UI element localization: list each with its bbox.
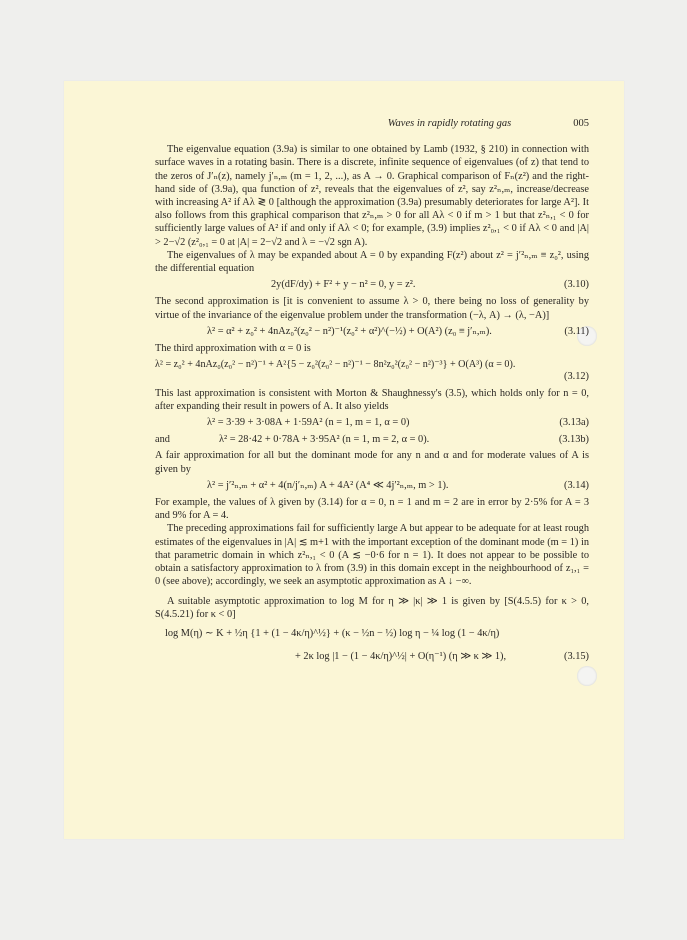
equation-line-2: + 2κ log |1 − (1 − 4κ/η)^½| + O(η⁻¹) (η ≫ κ ≫ 1), xyxy=(295,651,507,663)
equation-number: (3.11) xyxy=(564,325,589,337)
running-header xyxy=(155,117,589,130)
equation-expression: λ² = 3·39 + 3·08A + 1·59A² (n = 1, m = 1, α = 0) xyxy=(207,417,410,429)
paragraph-eigenvalue-equation: The eigenvalue equation (3.9a) is similar to one obtained by Lamb (1932, § 210) in connection with surface waves in a rotating basin. There is a discrete, infinite sequence of eigenvalues (of z) that tend to the zeros of J′ₙ(z), namely j′ₙ,ₘ (m = 1, 2, ...), as A → 0. Graphical comparison of Fₙ(z²) and the right-hand side of (3.9a), qua function of z², reveals that the eigenvalues of z², say z²ₙ,ₘ, increase/decrease with increasing A² if Aλ ≷ 0 [although the approximation (3.9a) presumably deteriorates for large A²]. It also follows from this graphical comparison that z²ₙ,ₘ > 0 for all Aλ < 0 if m > 1 but that z²ₙ,₁ < 0 for sufficiently large values of A² if and only if Aλ < 0; for example, (3.9) implies z²₀,₁ < 0 if Aλ < 0 and |A| > 2−√2 (z²₀,₁ = 0 at |A| = 2−√2 and λ = −√2 sgn A). xyxy=(155,144,589,248)
page-number: 005 xyxy=(573,118,589,129)
equation-3-11 xyxy=(155,325,589,338)
equation-expression: λ² = j′²ₙ,ₘ + α² + 4(n/j′ₙ,ₘ) A + 4A² (A⁴ ≪ 4j′²ₙ,ₘ, m > 1). xyxy=(207,479,449,491)
paragraph-example-error: For example, the values of λ given by (3.14) for α = 0, n = 1 and m = 2 are in error by 2·5% for A = 3 and 9% for A = 4. xyxy=(155,497,589,522)
equation-number: (3.12) xyxy=(564,371,589,383)
equation-3-14 xyxy=(155,479,589,492)
equation-number: (3.13a) xyxy=(559,417,589,429)
paragraph-expansion: The eigenvalues of λ may be expanded about A = 0 by expanding F(z²) about z² = j′²ₙ,ₘ ≡ z₀², using the differential equation xyxy=(155,249,589,275)
equation-number: (3.14) xyxy=(564,479,589,491)
equation-expression: λ² = α² + z₀² + 4nAz₀²(z₀² − n²)⁻¹(z₀² + α²)^(−½) + O(A²) (z₀ ≡ j′ₙ,ₘ). xyxy=(207,325,492,337)
page-content xyxy=(155,117,589,663)
equation-line-1: log M(η) ∼ K + ½η {1 + (1 − 4κ/η)^½} + (κ − ½n − ½) log η − ¼ log (1 − 4κ/η) xyxy=(165,627,500,639)
paragraph-consistency: This last approximation is consistent with Morton & Shaughnessy's (3.5), which holds only for n = 0, after expanding their result in powers of A. It also yields xyxy=(155,387,589,412)
equation-number: (3.10) xyxy=(564,279,589,291)
punch-hole-lower xyxy=(577,666,597,686)
equation-3-10 xyxy=(155,278,589,291)
paragraph-third-approximation: The third approximation with α = 0 is xyxy=(155,343,311,355)
equation-number: (3.13b) xyxy=(558,434,589,446)
paragraph-asymptotic: A suitable asymptotic approximation to log M for η ≫ |κ| ≫ 1 is given by [S(4.5.5) for κ > 0, S(4.5.21) for κ < 0] xyxy=(155,595,589,620)
paragraph-second-approximation: The second approximation is [it is convenient to assume λ > 0, there being no loss of generality by virtue of the invariance of the eigenvalue problem under the transformation (−λ, A) → (λ, −A)] xyxy=(155,296,589,321)
paragraph-approximations-fail: The preceding approximations fail for sufficiently large A but appear to be adequate for at least rough estimates of the eigenvalues in |A| ≲ m+1 with the important exception of the dominant mode (m = 1) in that parametric domain in which z²ₙ,₁ < 0 (A ≲ −0·6 for n = 1). It does not appear to be possible to obtain a satisfactory approximation to λ from (3.9) in this domain except in the neighbourhood of z₁,₁ = 0 (see above); accordingly, we seek an asymptotic approximation as A ↓ −∞. xyxy=(155,523,589,588)
equation-3-15 xyxy=(155,627,589,663)
running-title: Waves in rapidly rotating gas xyxy=(387,118,512,129)
and-label: and xyxy=(155,434,170,446)
equation-line-2-row xyxy=(155,650,589,663)
paper-sheet xyxy=(64,81,624,839)
equation-expression: λ² = 28·42 + 0·78A + 3·95A² (n = 1, m = 2, α = 0). xyxy=(219,434,430,446)
equation-3-13b xyxy=(155,433,589,446)
equation-expression: λ² = z₀² + 4nAz₀(z₀² − n²)⁻¹ + A²{5 − z₀²(z₀² − n²)⁻¹ − 8n²z₀²(z₀² − n²)⁻³} + O(A³) (α = 0). xyxy=(155,359,516,371)
equation-3-13a xyxy=(155,416,589,429)
paragraph-fair-approximation: A fair approximation for all but the dominant mode for any n and α and for moderate values of A is given by xyxy=(155,450,589,475)
equation-expression: 2y(dF/dy) + F² + y − n² = 0, y = z². xyxy=(271,279,416,291)
equation-number: (3.15) xyxy=(564,651,589,663)
